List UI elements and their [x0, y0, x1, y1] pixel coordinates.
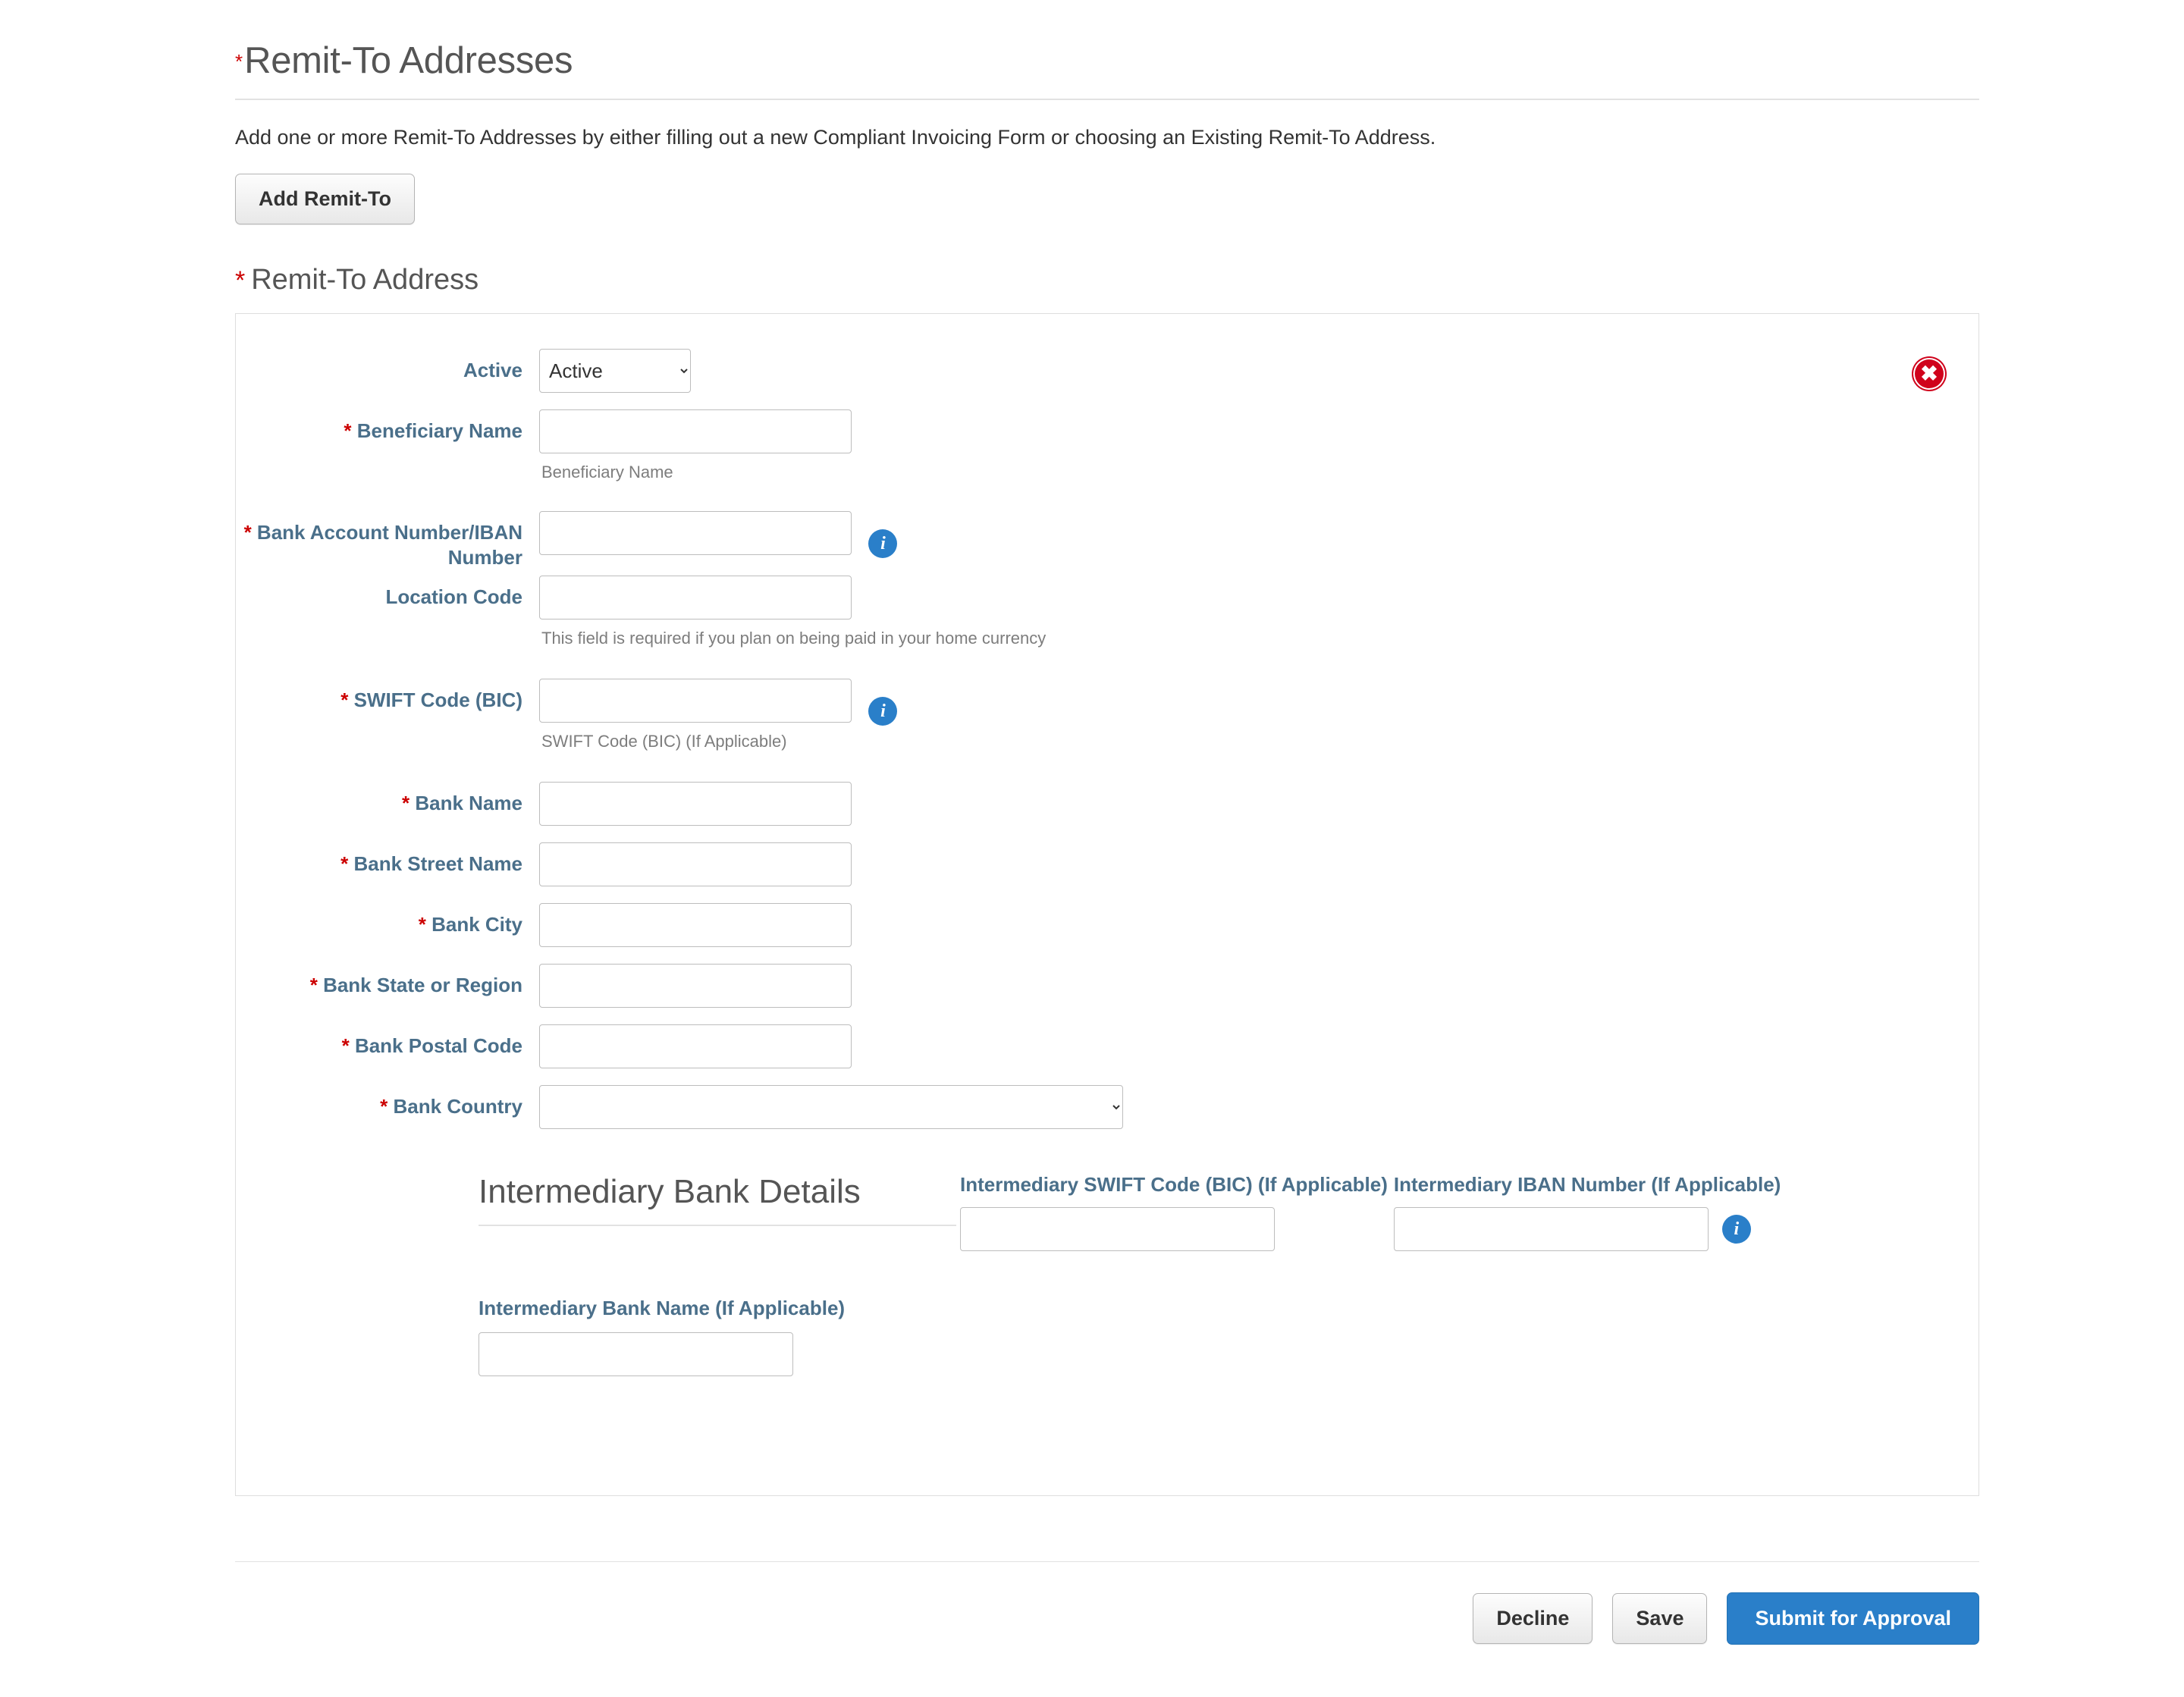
beneficiary-name-helper: Beneficiary Name [541, 463, 673, 481]
bank-name-input[interactable] [539, 782, 852, 826]
swift-code-helper: SWIFT Code (BIC) (If Applicable) [541, 732, 787, 751]
content-container [235, 0, 1979, 1645]
field-row-bank-name [236, 782, 1978, 826]
required-marker-icon: * [235, 266, 246, 295]
location-code-label: Location Code [385, 585, 522, 608]
page-title [235, 39, 1979, 100]
intermediary-swift-input[interactable] [960, 1207, 1275, 1251]
intermediary-iban-input[interactable] [1394, 1207, 1709, 1251]
bank-country-select[interactable] [539, 1085, 1123, 1129]
bank-street-name-label [236, 842, 539, 877]
swift-code-field [539, 679, 897, 723]
bank-street-name-input[interactable] [539, 842, 852, 886]
remove-remit-to-icon[interactable]: ✖ [1913, 358, 1945, 390]
intermediary-bank-name-block [479, 1297, 1978, 1376]
swift-code-label-text: SWIFT Code (BIC) [353, 689, 522, 711]
field-row-location-code [236, 576, 1978, 620]
bank-country-label-text: Bank Country [393, 1095, 522, 1118]
swift-code-input[interactable] [539, 679, 852, 723]
bank-postal-code-label-text: Bank Postal Code [354, 1034, 522, 1057]
submit-for-approval-button[interactable]: Submit for Approval [1727, 1592, 1979, 1645]
field-row-bank-country [236, 1085, 1978, 1129]
intermediary-title: Intermediary Bank Details [479, 1173, 956, 1226]
bank-account-number-field [539, 511, 897, 555]
intermediary-iban-column [1394, 1173, 1781, 1251]
save-button[interactable]: Save [1612, 1593, 1707, 1644]
required-marker-icon: * [341, 1034, 350, 1057]
required-marker-icon: * [344, 419, 352, 442]
bank-name-field [539, 782, 852, 826]
bank-state-input[interactable] [539, 964, 852, 1008]
location-code-field [539, 576, 852, 620]
bank-city-label-text: Bank City [431, 913, 522, 936]
location-code-input[interactable] [539, 576, 852, 620]
active-label: Active [463, 359, 522, 381]
field-row-bank-postal-code [236, 1024, 1978, 1068]
field-row-beneficiary-name [236, 409, 1978, 453]
bank-city-input[interactable] [539, 903, 852, 947]
bank-postal-code-input[interactable] [539, 1024, 852, 1068]
intermediary-columns [960, 1173, 1978, 1251]
add-remit-to-container [235, 174, 1979, 224]
field-row-bank-city [236, 903, 1978, 947]
required-marker-icon: * [418, 913, 426, 936]
swift-code-label [236, 679, 539, 713]
bank-state-field [539, 964, 852, 1008]
bank-street-name-label-text: Bank Street Name [353, 852, 522, 875]
bank-account-number-label-text: Bank Account Number/IBAN Number [256, 521, 522, 569]
beneficiary-name-input[interactable] [539, 409, 852, 453]
required-marker-icon: * [340, 852, 349, 875]
intermediary-swift-field [960, 1207, 1388, 1251]
beneficiary-name-label-text: Beneficiary Name [356, 419, 522, 442]
beneficiary-name-field [539, 409, 852, 453]
bank-city-field [539, 903, 852, 947]
info-icon[interactable]: i [868, 697, 897, 726]
section-title-text: Remit-To Addresses [244, 40, 573, 81]
field-row-bank-street-name [236, 842, 1978, 886]
intermediary-iban-label: Intermediary IBAN Number (If Applicable) [1393, 1173, 1781, 1196]
remit-to-address-form [235, 313, 1979, 1496]
intermediary-swift-column [960, 1173, 1388, 1251]
bank-account-number-input[interactable] [539, 511, 852, 555]
section-description: Add one or more Remit-To Addresses by either filling out a new Compliant Invoicing Form or choosing an Existing Remit-To Address. [235, 126, 1436, 149]
field-row-bank-state [236, 964, 1978, 1008]
bank-city-label [236, 903, 539, 937]
add-remit-to-button[interactable]: Add Remit-To [235, 174, 415, 224]
bank-name-label-text: Bank Name [415, 792, 522, 814]
field-row-active [236, 349, 1978, 393]
bank-country-label [236, 1085, 539, 1119]
required-marker-icon: * [235, 50, 243, 73]
bank-state-label [236, 964, 539, 998]
intermediary-bank-name-label: Intermediary Bank Name (If Applicable) [479, 1297, 846, 1319]
active-select[interactable] [539, 349, 691, 393]
bank-name-label [236, 782, 539, 816]
intermediary-bank-details [236, 1173, 1978, 1376]
info-icon[interactable]: i [868, 529, 897, 558]
bank-country-field [539, 1085, 1123, 1129]
decline-button[interactable]: Decline [1473, 1593, 1592, 1644]
required-marker-icon: * [380, 1095, 388, 1118]
active-field [539, 349, 691, 393]
required-marker-icon: * [243, 521, 252, 544]
field-row-swift-code [236, 679, 1978, 723]
intermediary-bank-name-input[interactable] [479, 1332, 793, 1376]
bank-account-number-label [236, 511, 539, 569]
required-marker-icon: * [340, 689, 349, 711]
bank-postal-code-label [236, 1024, 539, 1059]
intermediary-swift-label: Intermediary SWIFT Code (BIC) (If Applicable) [960, 1173, 1388, 1196]
bank-postal-code-field [539, 1024, 852, 1068]
required-marker-icon: * [402, 792, 410, 814]
beneficiary-name-label [236, 409, 539, 444]
required-marker-icon: * [309, 974, 318, 996]
remit-to-address-heading [235, 264, 1979, 296]
bank-state-label-text: Bank State or Region [323, 974, 522, 996]
location-code-helper: This field is required if you plan on being paid in your home currency [541, 629, 1046, 648]
bank-street-name-field [539, 842, 852, 886]
intermediary-iban-field [1394, 1207, 1781, 1251]
remit-to-address-title: Remit-To Address [251, 264, 479, 296]
info-icon[interactable]: i [1722, 1215, 1751, 1244]
form-actions [235, 1561, 1979, 1645]
field-row-bank-account-number [236, 511, 1978, 569]
